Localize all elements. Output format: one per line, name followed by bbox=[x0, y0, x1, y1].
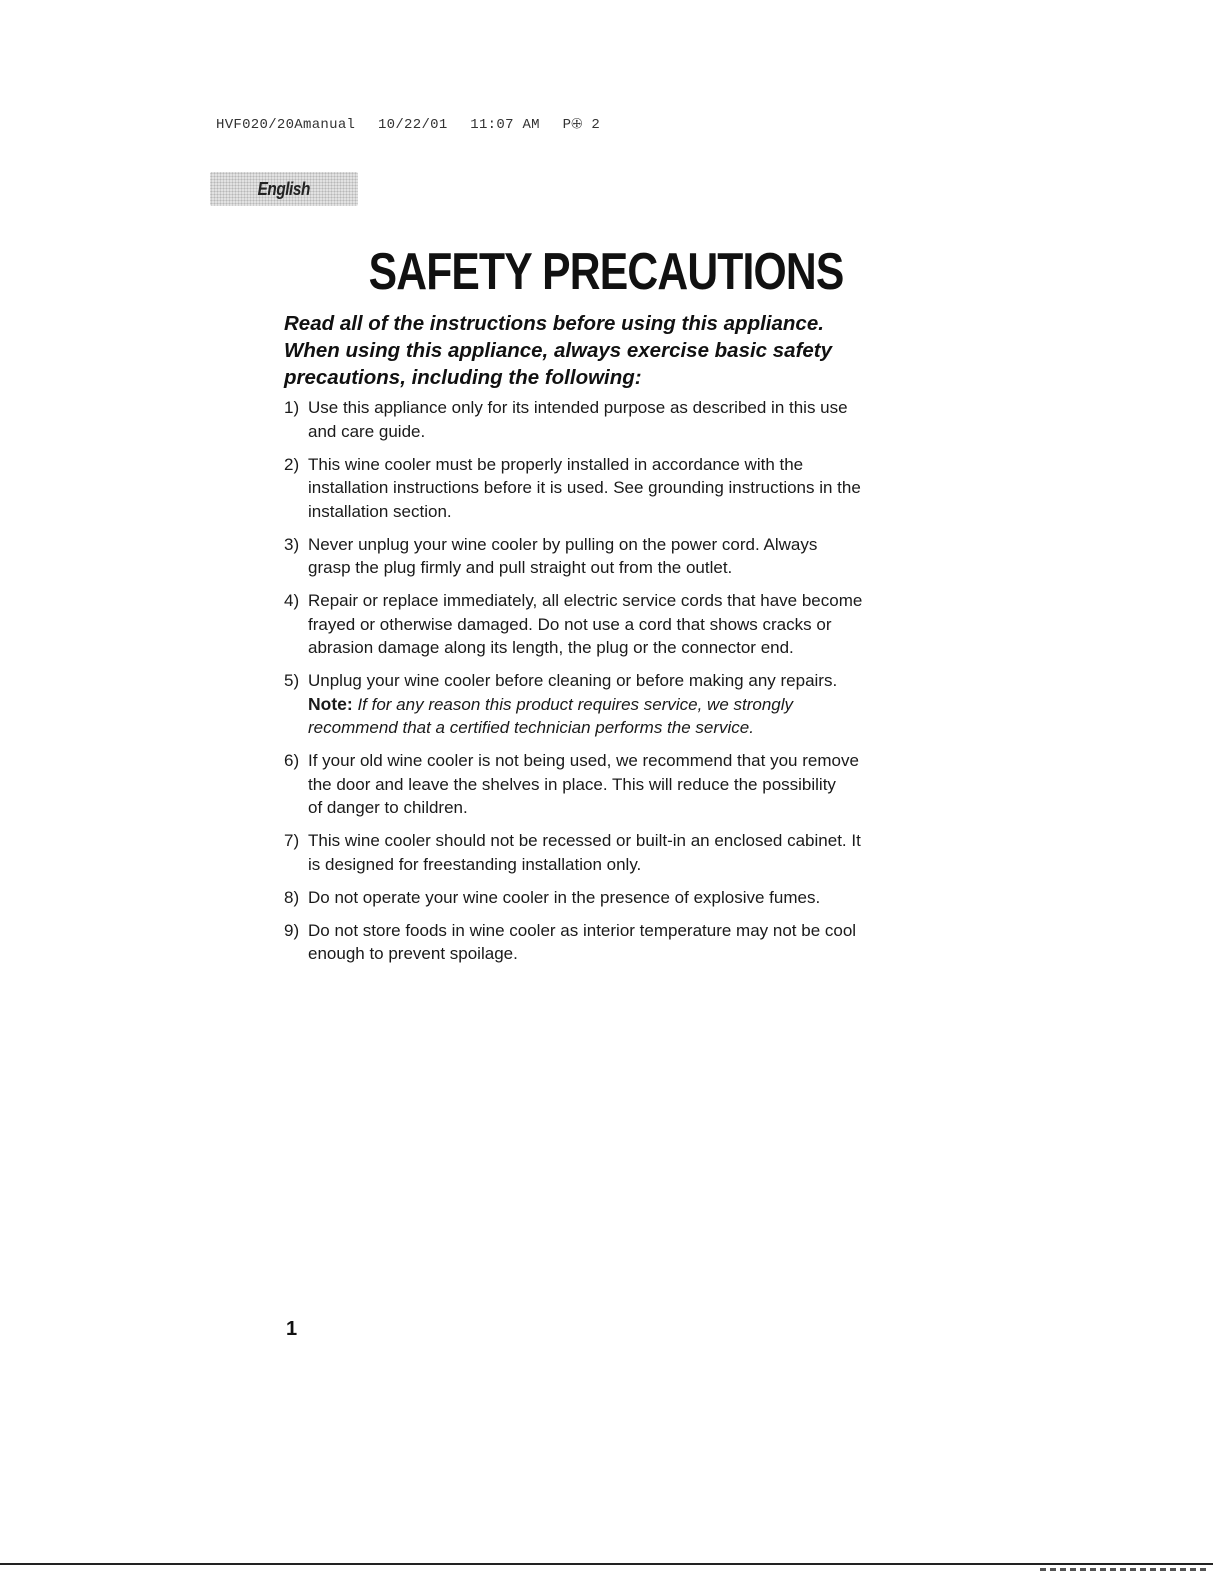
item-line: of danger to children. bbox=[308, 798, 468, 817]
list-item bbox=[284, 533, 934, 580]
language-tab-label: English bbox=[257, 178, 311, 199]
note-text: If for any reason this product requires service, we strongly bbox=[357, 694, 794, 714]
item-number: 2) bbox=[284, 454, 300, 474]
item-line: Unplug your wine cooler before cleaning or before making any repairs. bbox=[308, 671, 838, 690]
item-line: abrasion damage along its length, the plug or the connector end. bbox=[308, 638, 794, 657]
intro-line: precautions, including the following: bbox=[284, 366, 642, 389]
bottom-rule bbox=[0, 1563, 1213, 1565]
item-number: 5) bbox=[284, 671, 300, 690]
print-header-date: 10/22/01 bbox=[377, 117, 448, 133]
note-text: recommend that a certified technician performs the service. bbox=[308, 718, 754, 737]
list-item bbox=[284, 396, 934, 443]
note-line bbox=[308, 693, 934, 717]
item-number: 1) bbox=[284, 398, 300, 417]
item-line: grasp the plug firmly and pull straight out from the outlet. bbox=[308, 558, 733, 577]
print-header-page: P🕀 2 bbox=[562, 117, 601, 133]
item-number: 3) bbox=[284, 534, 300, 554]
item-line: This wine cooler must be properly installed in accordance with the bbox=[308, 454, 804, 474]
item-number: 8) bbox=[284, 887, 300, 907]
item-line: Do not store foods in wine cooler as interior temperature may not be cool bbox=[308, 920, 857, 940]
item-line: installation instructions before it is used. See grounding instructions in the bbox=[308, 478, 861, 497]
precautions-list bbox=[284, 396, 934, 975]
item-line: the door and leave the shelves in place. This will reduce the possibility bbox=[308, 774, 836, 794]
intro-text bbox=[284, 310, 924, 391]
item-line: is designed for freestanding installation only. bbox=[308, 854, 642, 874]
print-header bbox=[216, 117, 614, 133]
list-item bbox=[284, 886, 934, 910]
list-item bbox=[284, 829, 934, 876]
page-title: SAFETY PRECAUTIONS bbox=[368, 243, 844, 301]
print-header-file: HVF020/20Amanual bbox=[216, 117, 356, 133]
print-header-time: 11:07 AM bbox=[470, 117, 540, 133]
item-number: 6) bbox=[284, 751, 300, 770]
item-line: frayed or otherwise damaged. Do not use a cord that shows cracks or bbox=[308, 614, 832, 634]
item-number: 7) bbox=[284, 831, 300, 850]
item-line: If your old wine cooler is not being used, we recommend that you remove bbox=[308, 751, 859, 770]
page-number: 1 bbox=[286, 1318, 298, 1340]
list-item bbox=[284, 453, 934, 524]
intro-line: Read all of the instructions before using this appliance. bbox=[284, 312, 824, 335]
list-item bbox=[284, 669, 934, 740]
item-number: 9) bbox=[284, 920, 300, 940]
item-line: Use this appliance only for its intended purpose as described in this use bbox=[308, 398, 848, 417]
item-line: Do not operate your wine cooler in the presence of explosive fumes. bbox=[308, 887, 821, 907]
language-tab bbox=[210, 172, 358, 206]
list-item bbox=[284, 919, 934, 966]
item-line: and care guide. bbox=[308, 421, 426, 441]
note-label: Note: bbox=[308, 693, 353, 714]
intro-line: When using this appliance, always exercise basic safety bbox=[284, 339, 833, 362]
list-item bbox=[284, 589, 934, 660]
item-line: Repair or replace immediately, all electric service cords that have become bbox=[308, 591, 863, 610]
item-number: 4) bbox=[284, 591, 300, 610]
item-line: installation section. bbox=[308, 501, 452, 521]
item-line: enough to prevent spoilage. bbox=[308, 944, 518, 963]
scan-marks bbox=[1040, 1568, 1210, 1571]
item-line: Never unplug your wine cooler by pulling on the power cord. Always bbox=[308, 534, 818, 554]
list-item bbox=[284, 749, 934, 820]
item-line: This wine cooler should not be recessed or built-in an enclosed cabinet. It bbox=[308, 831, 861, 850]
